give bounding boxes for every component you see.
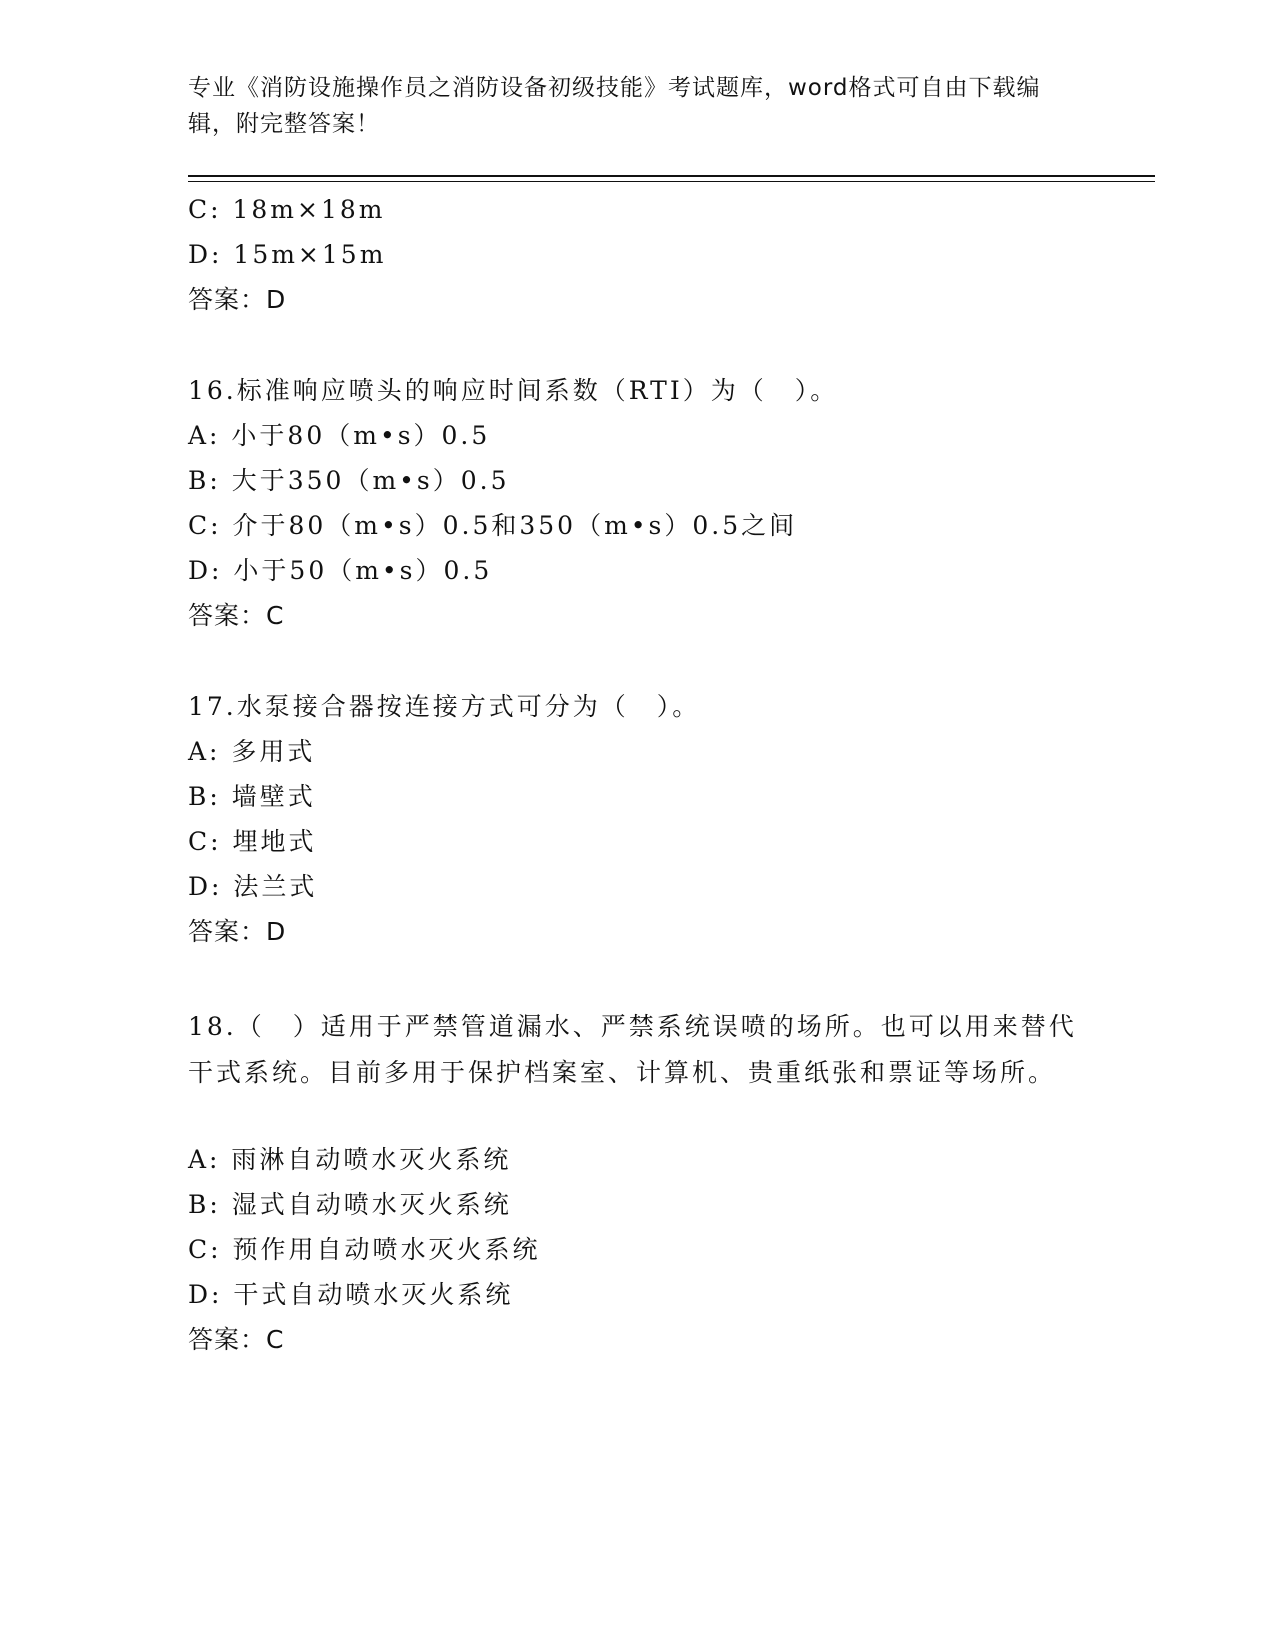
q17-option-d: D: 法兰式 [188,872,318,901]
q18-stem: 18.（ ）适用于严禁管道漏水、严禁系统误喷的场所。也可以用来替代干式系统。目前多用于保护档案室、计算机、贵重纸张和票证等场所。 [188,1012,1077,1087]
q18-option-d: D: 干式自动喷水灭火系统 [188,1280,514,1309]
q17-answer: 答案：D [188,917,287,946]
q16-option-a: A: 小于80（m•s）0.5 [188,421,491,450]
header-divider-bottom [188,181,1155,182]
q15-answer: 答案：D [188,285,287,314]
q17-option-c: C: 埋地式 [188,827,317,856]
q16-option-d: D: 小于50（m•s）0.5 [188,556,493,585]
q15-option-c: C: 18m×18m [188,195,386,224]
q17-option-a: A: 多用式 [188,737,316,766]
q18-answer: 答案：C [188,1325,285,1354]
q17-option-b: B: 墙壁式 [188,782,316,811]
header-divider-top [188,175,1155,177]
q18-option-b: B: 湿式自动喷水灭火系统 [188,1190,512,1219]
q18-option-a: A: 雨淋自动喷水灭火系统 [188,1145,512,1174]
q18-option-c: C: 预作用自动喷水灭火系统 [188,1235,541,1264]
header-line-2: 辑，附完整答案！ [188,111,380,137]
document-header [188,70,1088,142]
q16-option-b: B: 大于350（m•s）0.5 [188,466,510,495]
q16-stem: 16.标准响应喷头的响应时间系数（RTI）为（ ）。 [188,376,839,405]
q15-option-d: D: 15m×15m [188,240,387,269]
q17-stem: 17.水泵接合器按连接方式可分为（ ）。 [188,692,701,721]
q16-option-c: C: 介于80（m•s）0.5和350（m•s）0.5之间 [188,511,798,540]
q16-answer: 答案：C [188,601,285,630]
header-line-1: 专业《消防设施操作员之消防设备初级技能》考试题库，word格式可自由下载编 [188,75,1041,101]
